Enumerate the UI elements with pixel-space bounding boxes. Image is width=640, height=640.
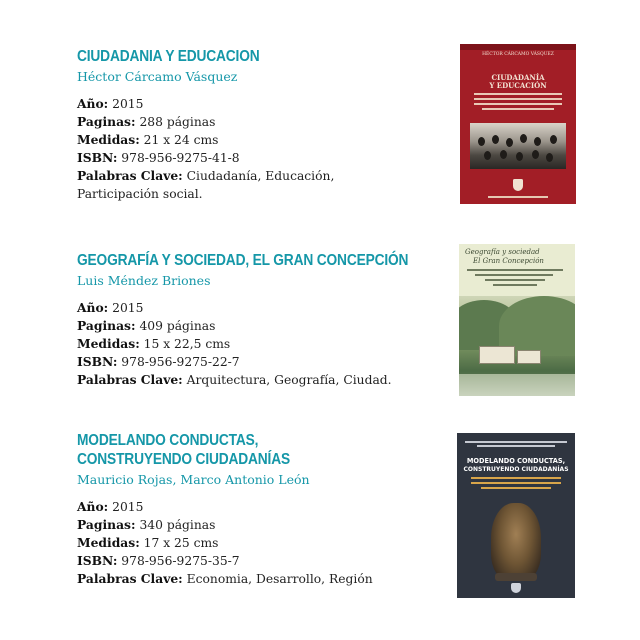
detail-year: Año: 2015 [77, 300, 144, 315]
cover-title-line-1: CIUDADANÍA [491, 73, 545, 82]
book-entry-3 [77, 431, 437, 588]
university-emblem-icon [511, 583, 521, 593]
cover-title-line-2: El Gran Concepción [473, 257, 544, 265]
book-title-line-1: MODELANDO CONDUCTAS, [77, 432, 259, 449]
cover-title-line-1: Geografía y sociedad [465, 248, 540, 256]
detail-isbn: ISBN: 978-956-9275-41-8 [77, 150, 240, 165]
detail-keywords: Palabras Clave: Ciudadanía, Educación, [77, 168, 335, 183]
book-author: Héctor Cárcamo Vásquez [77, 69, 238, 84]
book-cover-3 [457, 433, 575, 598]
university-emblem-icon [513, 179, 523, 191]
cover-title-line-2: Y EDUCACIÓN [489, 81, 547, 90]
book-details [77, 299, 437, 389]
book-entry-2 [77, 251, 437, 389]
detail-keywords: Palabras Clave: Economia, Desarrollo, Región [77, 571, 373, 586]
detail-isbn: ISBN: 978-956-9275-35-7 [77, 553, 240, 568]
detail-pages: Paginas: 340 páginas [77, 517, 216, 532]
book-cover-2 [459, 244, 575, 396]
cover-photo [470, 123, 566, 169]
cover-title-line-2: CONSTRUYENDO CIUDADANÍAS [463, 466, 569, 473]
cover-author: HÉCTOR CÁRCAMO VÁSQUEZ [482, 52, 554, 57]
detail-keywords-continued: Participación social. [77, 187, 203, 201]
detail-size: Medidas: 15 x 22,5 cms [77, 336, 231, 351]
detail-isbn: ISBN: 978-956-9275-22-7 [77, 354, 240, 369]
cover-title-line-1: MODELANDO CONDUCTAS, [466, 457, 566, 465]
detail-pages: Paginas: 288 páginas [77, 114, 216, 129]
book-title-line-2: CONSTRUYENDO CIUDADANÍAS [77, 451, 290, 468]
book-details [77, 95, 437, 203]
detail-size: Medidas: 17 x 25 cms [77, 535, 219, 550]
book-author: Luis Méndez Briones [77, 273, 211, 288]
detail-size: Medidas: 21 x 24 cms [77, 132, 219, 147]
book-author: Mauricio Rojas, Marco Antonio León [77, 472, 310, 487]
book-details [77, 498, 437, 588]
book-entry-1 [77, 47, 437, 203]
cover-landscape [459, 296, 575, 396]
detail-pages: Paginas: 409 páginas [77, 318, 216, 333]
detail-year: Año: 2015 [77, 499, 144, 514]
book-cover-1 [460, 44, 576, 204]
detail-keywords: Palabras Clave: Arquitectura, Geografía, Ciudad. [77, 372, 392, 387]
detail-year: Año: 2015 [77, 96, 144, 111]
cover-statue [491, 503, 541, 581]
book-title: CIUDADANIA Y EDUCACION [77, 48, 260, 65]
book-title: GEOGRAFÍA Y SOCIEDAD, EL GRAN CONCEPCIÓN [77, 252, 409, 269]
